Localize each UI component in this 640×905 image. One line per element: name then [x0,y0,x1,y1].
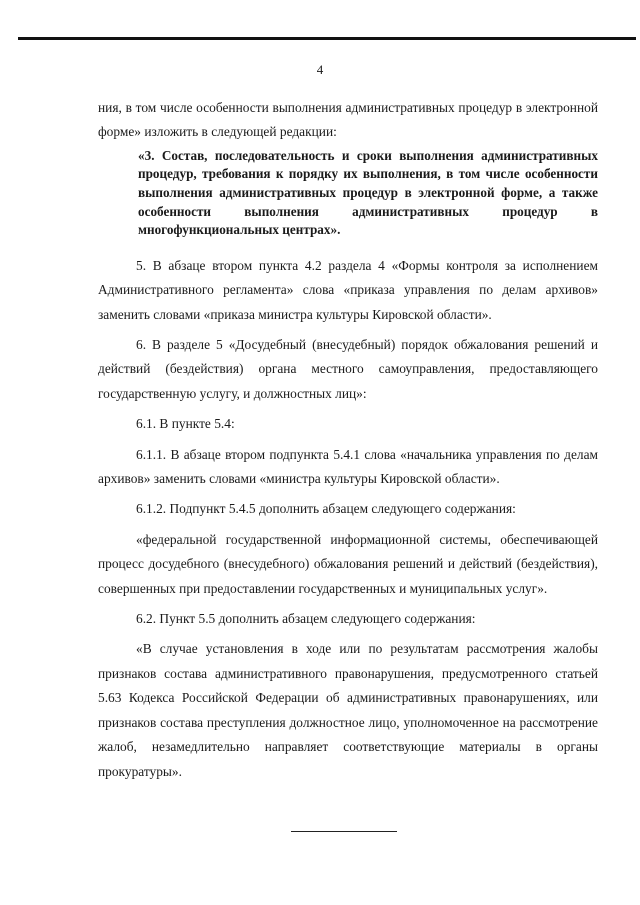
paragraph-item-6-1-2-quote: «федеральной государственной информационной системы, обеспечивающей процесс досудебного (внесудебного) обжалования решений и действий (бездействия), совершенных при предоставлении государственных и муниципальных услуг». [98,531,598,596]
paragraph-item-6-2-quote: «В случае установления в ходе или по результатам рассмотрения жалобы признаков состава административного правонарушения, предусмотренного статьей 5.63 Кодекса Российской Федерации об административных правонарушениях, или признаков состава преступления должностное лицо, уполномоченное на рассмотрение жалоб, незамедлительно направляет соответствующие материалы в органы прокуратуры». [98,641,598,779]
page-number: 4 [316,62,324,77]
paragraph-item-5: 5. В абзаце втором пункта 4.2 раздела 4 «Формы контроля за исполнением Административного регламента» слова «приказа управления по делам архивов» заменить словами «приказа министра культуры Кировской области». [98,257,598,322]
document-body [98,96,598,784]
paragraph-item-6-1-1: 6.1.1. В абзаце втором подпункта 5.4.1 слова «начальника управления по делам архивов» заменить словами «министра культуры Кировской области». [98,446,598,487]
top-border-line [18,37,636,40]
paragraph-item-6-1: 6.1. В пункте 5.4: [136,416,235,432]
paragraph-item-6-2: 6.2. Пункт 5.5 дополнить абзацем следующего содержания: [136,611,476,627]
closing-line [291,831,397,832]
paragraph-item-6-1-2: 6.1.2. Подпункт 5.4.5 дополнить абзацем следующего содержания: [136,501,516,517]
paragraph-item-6: 6. В разделе 5 «Досудебный (внесудебный) порядок обжалования решений и действий (бездействия) органа местного самоуправления, предоставляющего государственную услугу, и должностных лиц»: [98,337,598,401]
paragraph-continuation: ния, в том числе особенности выполнения административных процедур в электронной форме» изложить в следующей редакции: [98,100,598,140]
paragraph-bold-quote: «3. Состав, последовательность и сроки выполнения административных процедур, требования к порядку их выполнения, в том числе особенности выполнения административных процедур в электронной форме, а также особенности выполнения административных процедур в многофункциональных центрах». [138,147,598,238]
